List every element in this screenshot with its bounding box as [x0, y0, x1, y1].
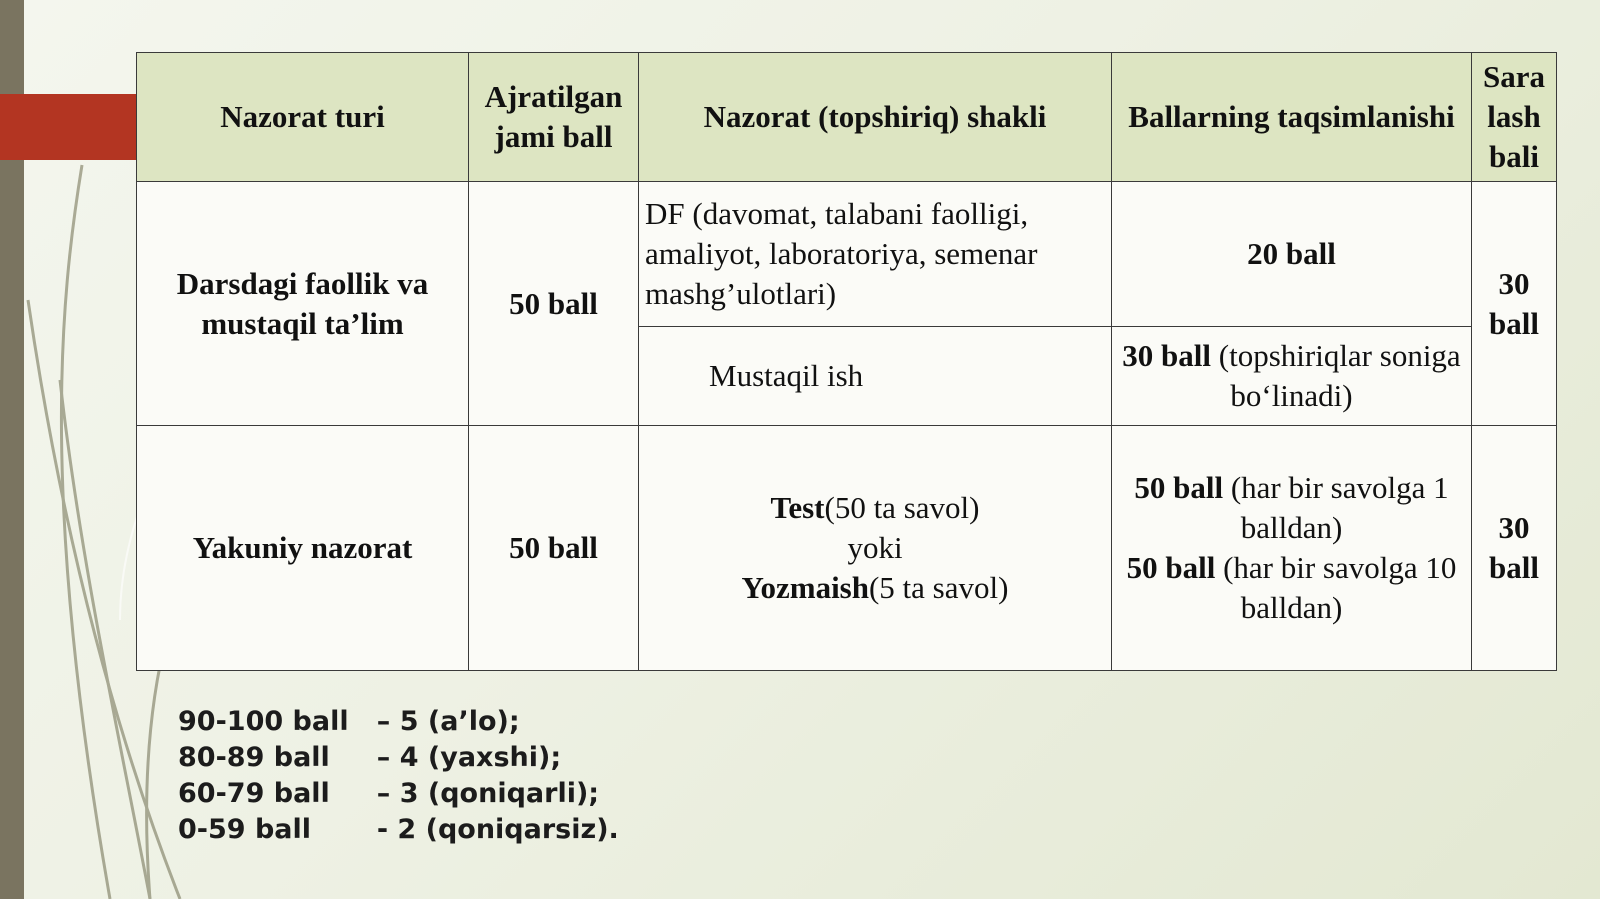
- dist-test-points: 50 ball: [1134, 470, 1224, 505]
- dist-written: [1118, 548, 1465, 628]
- points-bold: 30 ball: [1122, 338, 1212, 373]
- table-header-row: [137, 53, 1557, 182]
- dist-test: [1118, 468, 1465, 548]
- cell-threshold: 30 ball: [1472, 182, 1557, 426]
- cell-points-distribution: [1112, 426, 1472, 671]
- cell-points-distribution: 20 ball: [1112, 182, 1472, 327]
- cell-total-points: 50 ball: [469, 182, 639, 426]
- scale-line-satisfactory: 60-79 ball – 3 (qoniqarli);: [178, 778, 600, 809]
- form-written-note: (5 ta savol): [868, 570, 1009, 605]
- scale-line-unsatisfactory: 0-59 ball - 2 (qoniqarsiz).: [178, 814, 619, 845]
- points-note: (topshiriqlar soniga bo‘linadi): [1211, 338, 1461, 413]
- scale-line-excellent: 90-100 ball – 5 (a’lo);: [178, 706, 520, 737]
- dist-written-points: 50 ball: [1126, 550, 1216, 585]
- table-row: [137, 426, 1557, 671]
- dist-test-note: (har bir savolga 1 balldan): [1223, 470, 1449, 545]
- scale-line-good: 80-89 ball – 4 (yaxshi);: [178, 742, 562, 773]
- form-test: [645, 488, 1105, 528]
- cell-control-form: Mustaqil ish: [639, 327, 1112, 426]
- cell-control-form: [639, 426, 1112, 671]
- form-test-label: Test: [770, 490, 825, 525]
- cell-control-type: Yakuniy nazorat: [137, 426, 469, 671]
- dist-written-note: (har bir savolga 10 balldan): [1215, 550, 1457, 625]
- form-or: yoki: [847, 530, 903, 565]
- grading-scale: [178, 704, 619, 848]
- form-written: [645, 568, 1105, 608]
- cell-total-points: 50 ball: [469, 426, 639, 671]
- header-total-points: Ajratilgan jami ball: [469, 53, 639, 182]
- header-points-distribution: Ballarning taqsimlanishi: [1112, 53, 1472, 182]
- form-written-label: Yozmaish: [741, 570, 869, 605]
- cell-control-type: Darsdagi faollik va mustaqil ta’lim: [137, 182, 469, 426]
- header-control-form: Nazorat (topshiriq) shakli: [639, 53, 1112, 182]
- grading-table: [136, 52, 1557, 671]
- form-test-note: (50 ta savol): [824, 490, 980, 525]
- header-control-type: Nazorat turi: [137, 53, 469, 182]
- cell-points-distribution: [1112, 327, 1472, 426]
- cell-control-form: DF (davomat, talabani faolligi, amaliyot, laboratoriya, semenar mashg’ulotlari): [639, 182, 1112, 327]
- cell-threshold: 30 ball: [1472, 426, 1557, 671]
- header-threshold: Sara lash bali: [1472, 53, 1557, 182]
- table-row: [137, 182, 1557, 327]
